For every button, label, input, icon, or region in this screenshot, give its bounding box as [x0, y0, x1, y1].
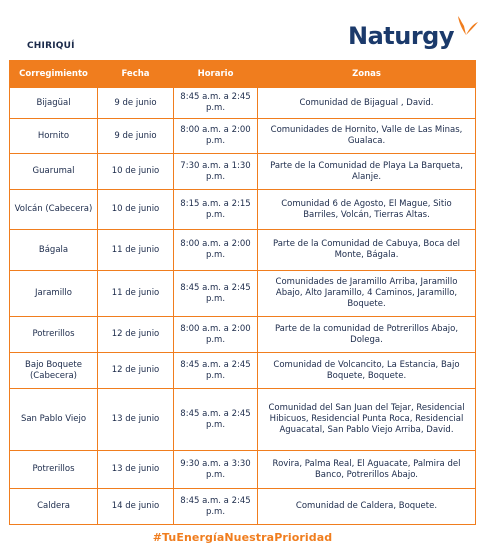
cell-horario: 8:00 a.m. a 2:00 p.m. — [174, 230, 258, 271]
cell-fecha: 13 de junio — [98, 389, 174, 451]
cell-zonas: Parte de la Comunidad de Cabuya, Boca del Monte, Bágala. — [258, 230, 476, 271]
table-row — [10, 119, 476, 154]
cell-corregimiento: Potrerillos — [10, 317, 98, 353]
cell-fecha: 10 de junio — [98, 154, 174, 190]
cell-corregimiento: Potrerillos — [10, 451, 98, 489]
cell-horario: 7:30 a.m. a 1:30 p.m. — [174, 154, 258, 190]
cell-horario: 9:30 a.m. a 3:30 p.m. — [174, 451, 258, 489]
naturgy-logo — [348, 12, 479, 52]
cell-zonas: Comunidades de Hornito, Valle de Las Minas, Gualaca. — [258, 119, 476, 154]
cell-corregimiento: Volcán (Cabecera) — [10, 190, 98, 230]
table-row — [10, 230, 476, 271]
cell-horario: 8:45 a.m. a 2:45 p.m. — [174, 271, 258, 317]
table-row — [10, 353, 476, 389]
butterfly-logo-icon — [455, 14, 479, 40]
cell-corregimiento: Bajo Boquete (Cabecera) — [10, 353, 98, 389]
cell-zonas: Parte de la comunidad de Potrerillos Abajo, Dolega. — [258, 317, 476, 353]
cell-zonas: Rovira, Palma Real, El Aguacate, Palmira del Banco, Potrerillos Abajo. — [258, 451, 476, 489]
cell-zonas: Comunidad de Volcancito, La Estancia, Bajo Boquete, Boquete. — [258, 353, 476, 389]
cell-corregimiento: Bágala — [10, 230, 98, 271]
header-horario: Horario — [174, 61, 258, 88]
table-header-row — [10, 61, 476, 88]
header-fecha: Fecha — [98, 61, 174, 88]
cell-zonas: Comunidad de Caldera, Boquete. — [258, 489, 476, 525]
cell-corregimiento: Hornito — [10, 119, 98, 154]
table-row — [10, 88, 476, 119]
table-row — [10, 154, 476, 190]
cell-fecha: 9 de junio — [98, 88, 174, 119]
table-row — [10, 271, 476, 317]
table-row — [10, 190, 476, 230]
cell-fecha: 9 de junio — [98, 119, 174, 154]
table-row — [10, 389, 476, 451]
table-row — [10, 451, 476, 489]
cell-zonas: Parte de la Comunidad de Playa La Barqueta, Alanje. — [258, 154, 476, 190]
table-row — [10, 317, 476, 353]
cell-corregimiento: Jaramillo — [10, 271, 98, 317]
brand-name: Naturgy — [348, 22, 454, 50]
cell-fecha: 12 de junio — [98, 317, 174, 353]
cell-corregimiento: Caldera — [10, 489, 98, 525]
cell-fecha: 11 de junio — [98, 230, 174, 271]
cell-corregimiento: Guarumal — [10, 154, 98, 190]
cell-horario: 8:00 a.m. a 2:00 p.m. — [174, 119, 258, 154]
cell-zonas: Comunidad 6 de Agosto, El Mague, Sitio Barriles, Volcán, Tierras Altas. — [258, 190, 476, 230]
cell-horario: 8:45 a.m. a 2:45 p.m. — [174, 353, 258, 389]
region-title: CHIRIQUÍ — [27, 41, 75, 51]
header-zonas: Zonas — [258, 61, 476, 88]
cell-fecha: 13 de junio — [98, 451, 174, 489]
cell-horario: 8:00 a.m. a 2:00 p.m. — [174, 317, 258, 353]
cell-zonas: Comunidad del San Juan del Tejar, Residencial Hibicuos, Residencial Punta Roca, Residencial Aguacatal, San Pablo Viejo Arriba, David. — [258, 389, 476, 451]
cell-fecha: 12 de junio — [98, 353, 174, 389]
cell-horario: 8:45 a.m. a 2:45 p.m. — [174, 489, 258, 525]
cell-horario: 8:15 a.m. a 2:15 p.m. — [174, 190, 258, 230]
table-row — [10, 489, 476, 525]
cell-fecha: 14 de junio — [98, 489, 174, 525]
hashtag-footer: #TuEnergíaNuestraPrioridad — [152, 531, 333, 544]
cell-fecha: 11 de junio — [98, 271, 174, 317]
cell-fecha: 10 de junio — [98, 190, 174, 230]
cell-corregimiento: San Pablo Viejo — [10, 389, 98, 451]
cell-corregimiento: Bijagüal — [10, 88, 98, 119]
cell-horario: 8:45 a.m. a 2:45 p.m. — [174, 389, 258, 451]
cell-zonas: Comunidad de Bijagual , David. — [258, 88, 476, 119]
cell-horario: 8:45 a.m. a 2:45 p.m. — [174, 88, 258, 119]
header-corregimiento: Corregimiento — [10, 61, 98, 88]
cell-zonas: Comunidades de Jaramillo Arriba, Jaramillo Abajo, Alto Jaramillo, 4 Caminos, Jaramillo, Boquete. — [258, 271, 476, 317]
outage-schedule-table — [9, 60, 476, 525]
